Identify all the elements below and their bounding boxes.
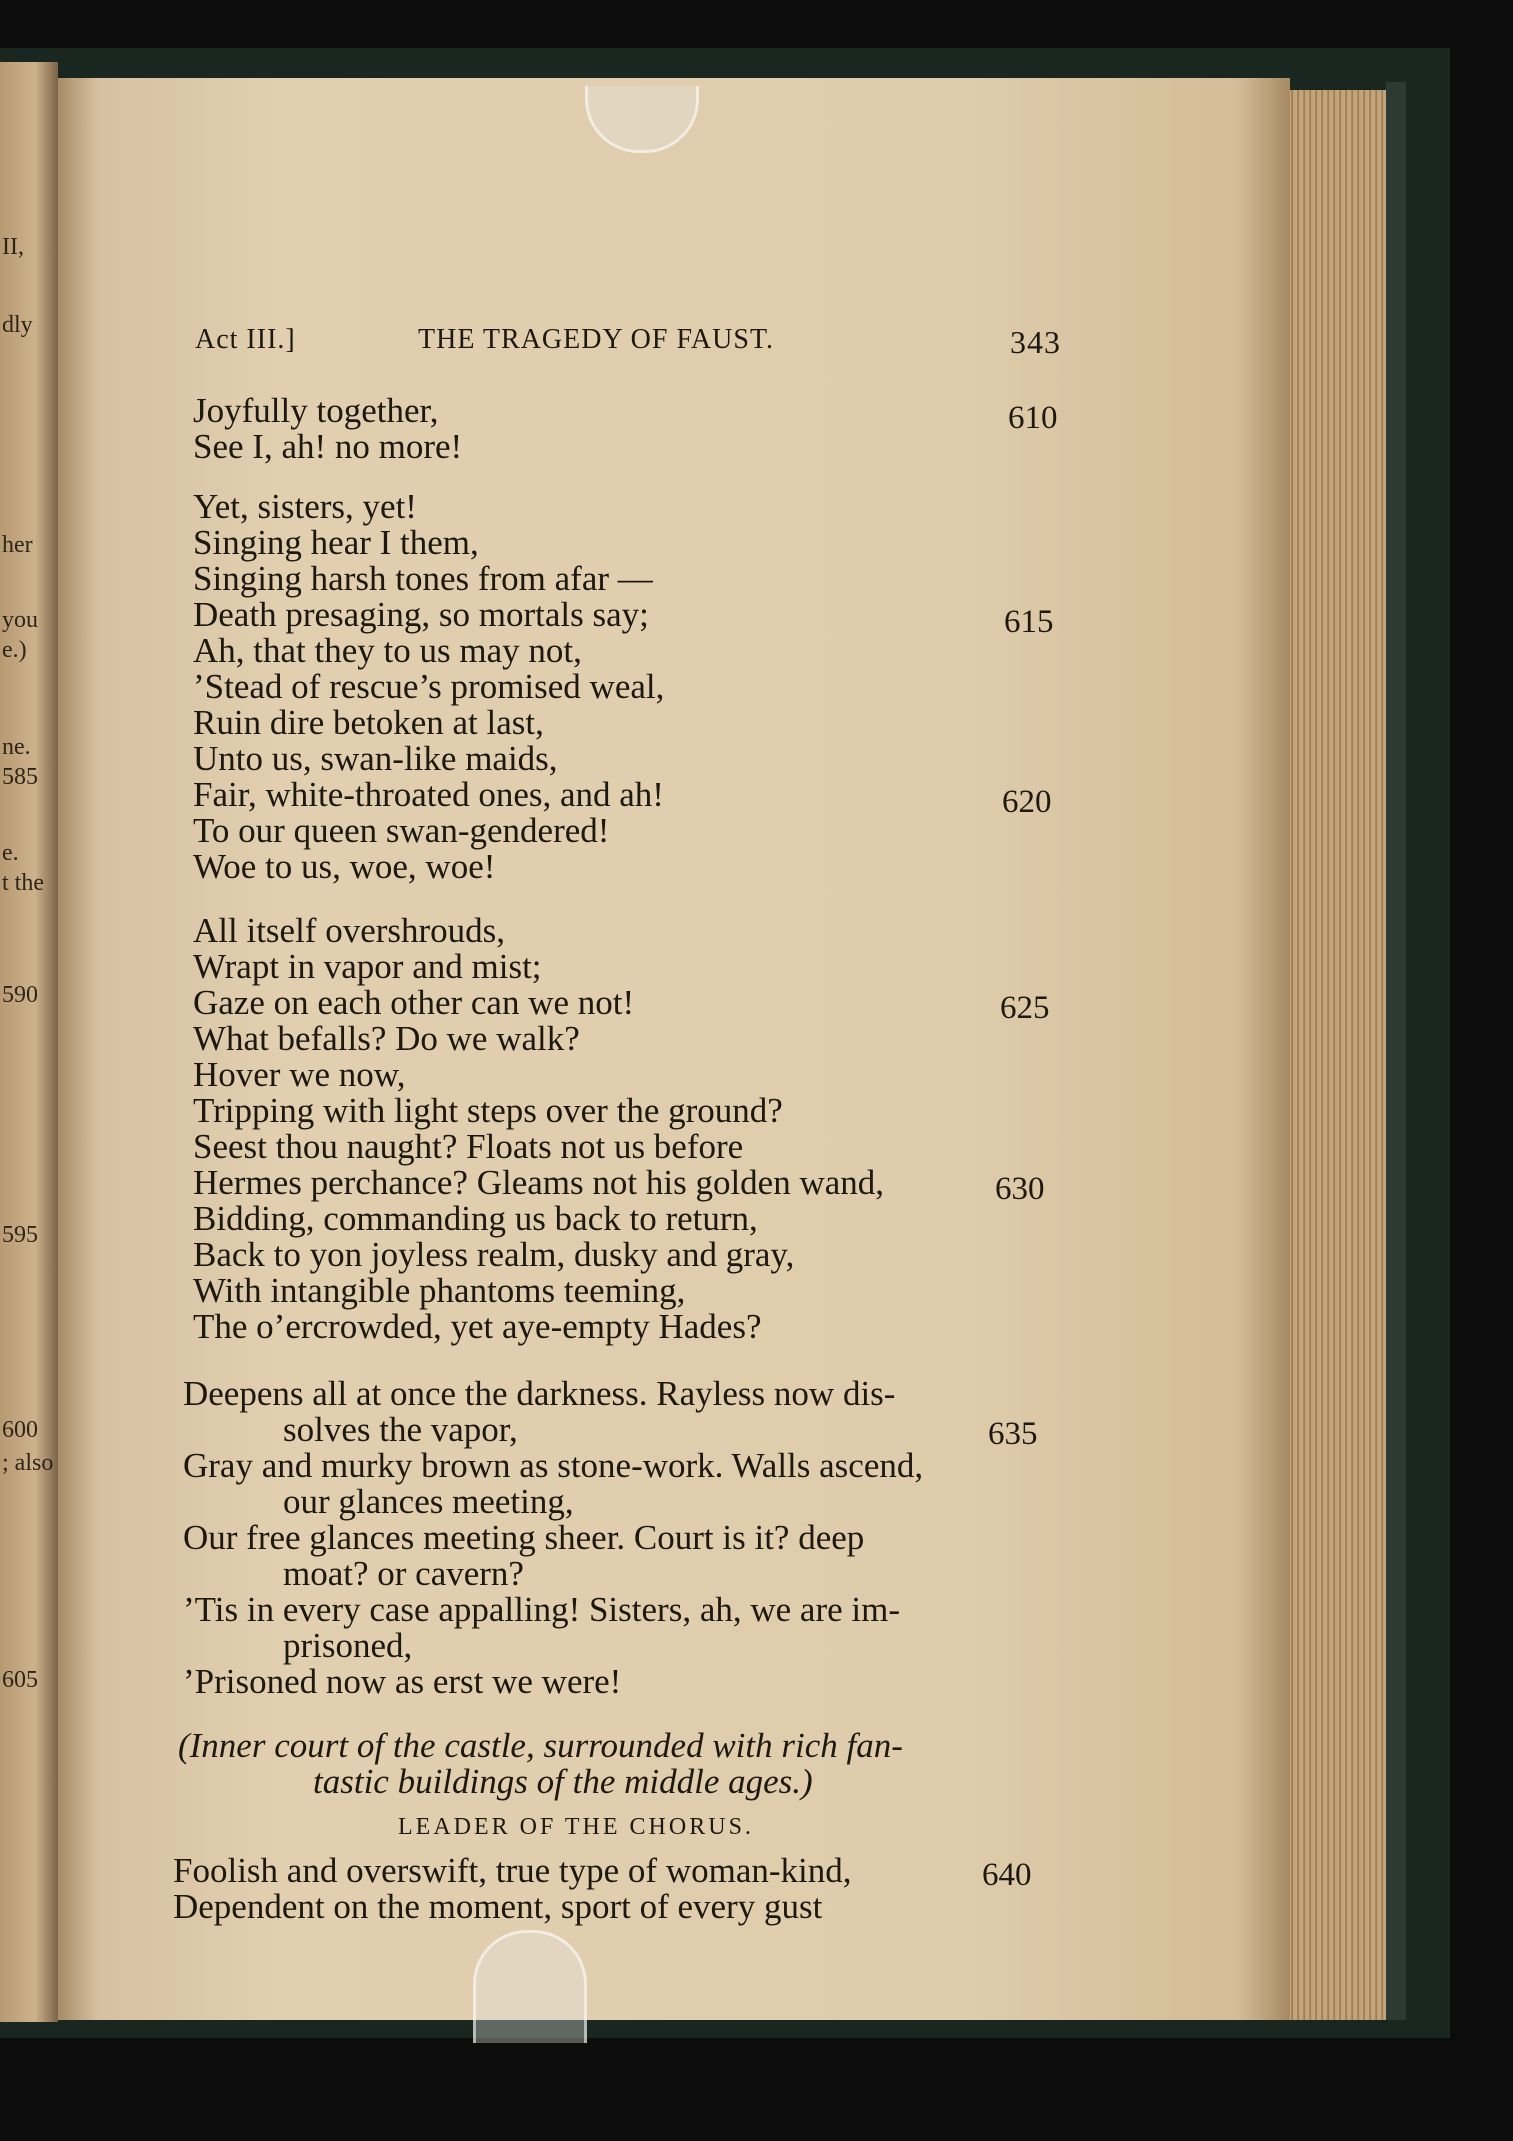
verse-line: To our queen swan-gendered! [193,811,610,850]
page-edges [1288,90,1386,2020]
left-fragment: 585 [2,764,38,790]
verse-line: All itself overshrouds, [193,911,506,950]
left-fragment: 590 [2,982,38,1008]
verse-line: Foolish and overswift, true type of woman-kind, [173,1851,852,1890]
page-number: 343 [1010,324,1061,360]
verse-line: Death presaging, so mortals say; [193,595,649,634]
stage-direction: tastic buildings of the middle ages.) [313,1762,813,1801]
verse-line: What befalls? Do we walk? [193,1019,580,1058]
verse-line: Tripping with light steps over the ground? [193,1091,783,1130]
running-title: THE TRAGEDY OF FAUST. [418,324,774,355]
verse-line: Yet, sisters, yet! [193,487,417,526]
verse-line: Hermes perchance? Gleams not his golden wand, [193,1163,885,1202]
verse-line: Seest thou naught? Floats not us before [193,1127,744,1166]
verse-line: With intangible phantoms teeming, [193,1271,686,1310]
left-fragment: II, [2,234,24,260]
verse-line: Wrapt in vapor and mist; [193,947,542,986]
verse-line: ’Tis in every case appalling! Sisters, ah, we are im- [183,1590,900,1629]
verse-line: Hover we now, [193,1055,406,1094]
left-fragment: t the [2,870,44,896]
verse-line: Deepens all at once the darkness. Rayless now dis- [183,1374,896,1413]
verse-line: Ruin dire betoken at last, [193,703,544,742]
left-fragment: you [2,607,38,633]
verse-line: Unto us, swan-like maids, [193,739,558,778]
act-header: Act III.] [195,324,296,355]
left-fragment: dly [2,312,33,338]
verse-line: Back to yon joyless realm, dusky and gray, [193,1235,795,1274]
verse-line: ’Prisoned now as erst we were! [183,1662,622,1701]
line-number: 610 [1008,400,1058,436]
verse-line: Dependent on the moment, sport of every gust [173,1887,823,1926]
book-board [1386,82,1406,2020]
left-page-edge [0,62,58,2022]
verse-line: Fair, white-throated ones, and ah! [193,775,664,814]
left-fragment: 605 [2,1667,38,1693]
book-page [58,78,1290,2020]
verse-line: Ah, that they to us may not, [193,631,582,670]
line-number: 615 [1004,604,1054,640]
line-number: 635 [988,1416,1038,1452]
line-number: 630 [995,1171,1045,1207]
verse-line: Gray and murky brown as stone-work. Walls ascend, [183,1446,924,1485]
verse-line-continued: solves the vapor, [283,1410,518,1449]
page-clip-bottom [473,1930,587,2043]
speaker-heading: LEADER OF THE CHORUS. [398,1814,754,1840]
verse-line: See I, ah! no more! [193,427,463,466]
verse-line: The o’ercrowded, yet aye-empty Hades? [193,1307,762,1346]
line-number: 640 [982,1857,1032,1893]
verse-line: Singing hear I them, [193,523,479,562]
verse-line: Singing harsh tones from afar — [193,559,653,598]
left-fragment: e.) [2,637,27,663]
verse-line: Gaze on each other can we not! [193,983,635,1022]
line-number: 620 [1002,784,1052,820]
verse-line: Our free glances meeting sheer. Court is it? deep [183,1518,865,1557]
left-fragment: 595 [2,1222,38,1248]
left-fragment: 600 [2,1417,38,1443]
left-fragment: ne. [2,734,31,760]
left-fragment: ; also [2,1450,54,1476]
verse-line-continued: prisoned, [283,1626,413,1665]
verse-line: Joyfully together, [193,391,439,430]
verse-line: Woe to us, woe, woe! [193,847,496,886]
verse-line-continued: moat? or cavern? [283,1554,524,1593]
verse-line: Bidding, commanding us back to return, [193,1199,758,1238]
left-fragment: her [2,532,33,558]
left-fragment: e. [2,840,19,866]
stage-direction: (Inner court of the castle, surrounded with rich fan- [178,1726,903,1765]
verse-line-continued: our glances meeting, [283,1482,574,1521]
verse-line: ’Stead of rescue’s promised weal, [193,667,665,706]
line-number: 625 [1000,990,1050,1026]
